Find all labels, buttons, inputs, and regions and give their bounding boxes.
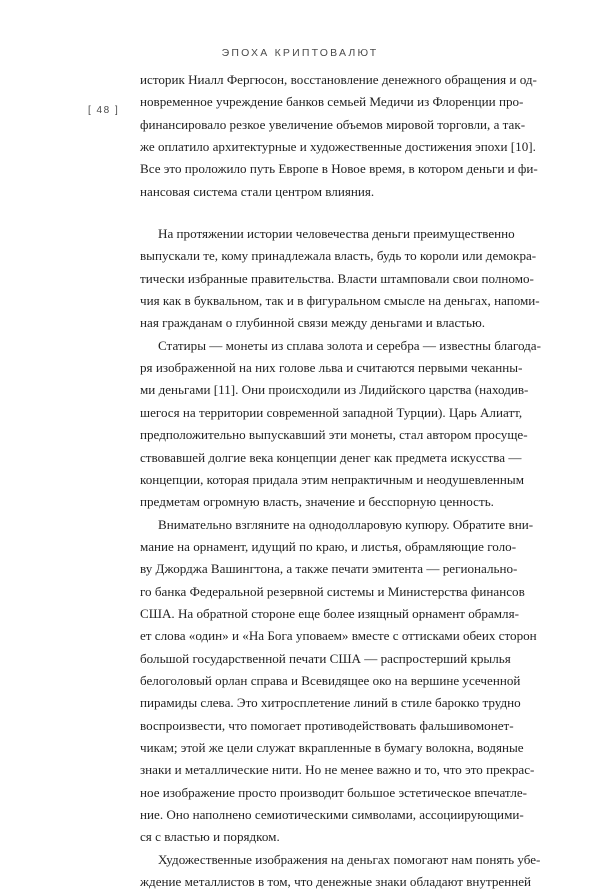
- text-line: ная гражданам о глубинной связи между деньгами и властью.: [140, 315, 486, 331]
- text-line: шегося на территории современной западной Турции). Царь Алиатт,: [140, 404, 523, 420]
- text-line: финансировало резкое увеличение объемов мировой торговли, а так-: [140, 116, 526, 132]
- text-line: ми деньгами [11]. Они происходили из Лидийского царства (находив-: [140, 382, 529, 398]
- text-line: ное изображение просто производит большое эстетическое впечатле-: [140, 784, 528, 800]
- text-line: тически избранные правительства. Власти штамповали свои полномо-: [140, 270, 534, 286]
- text-line: ет слова «один» и «На Бога уповаем» вместе с оттисками обеих сторон: [140, 628, 537, 644]
- text-line: воспроизвести, что помогает противодействовать фальшивомонет-: [140, 717, 514, 733]
- text-line: выпускали те, кому принадлежала власть, будь то короли или демокра-: [140, 248, 537, 264]
- text-line: чикам; этой же цели служат вкрапленные в бумагу волокна, водяные: [140, 739, 524, 755]
- text-line: же оплатило архитектурные и художественные достижения эпохи [10].: [140, 139, 536, 155]
- text-line: концепции, которая придала этим непрактичным и неодушевленным: [140, 471, 525, 487]
- text-line: США. На обратной стороне еще более изящный орнамент обрамля-: [140, 605, 519, 621]
- text-line: пирамиды слева. Это хитросплетение линий в стиле барокко трудно: [140, 695, 521, 711]
- paragraph-4: [140, 514, 537, 849]
- text-line: предметам огромную власть, значение и бесспорную ценность.: [140, 494, 494, 510]
- paragraph-3: [140, 335, 541, 514]
- section-gap: [140, 203, 509, 223]
- text-line: ствовавшей долгие века концепции денег как предмета искусства —: [140, 449, 522, 465]
- paragraph-5: [140, 849, 541, 893]
- text-line: Статиры — монеты из сплава золота и серебра — известны благода-: [158, 337, 541, 353]
- text-line: Внимательно взгляните на однодолларовую купюру. Обратите вни-: [158, 516, 534, 532]
- text-line: историк Ниалл Фергюсон, восстановление денежного обращения и од-: [140, 72, 537, 87]
- text-line: ждение металлистов в том, что денежные знаки обладают внутренней: [140, 874, 532, 890]
- text-line: мание на орнамент, идущий по краю, и листья, обрамляющие голо-: [140, 538, 517, 554]
- page-body: [140, 69, 541, 893]
- text-line: На протяжении истории человечества деньги преимущественно: [158, 226, 515, 242]
- text-line: знаки и металлические нити. Но не менее важно и то, что это прекрас-: [140, 762, 535, 778]
- text-line: предположительно выпускавший эти монеты, стал автором просуще-: [140, 427, 528, 443]
- text-line: Художественные изображения на деньгах помогают нам понять убе-: [158, 851, 541, 867]
- text-line: новременное учреждение банков семьей Медичи из Флоренции про-: [140, 94, 524, 110]
- text-line: нансовая система стали центром влияния.: [140, 183, 375, 199]
- text-line: ние. Оно наполнено семиотическими символами, ассоциирующими-: [140, 807, 524, 822]
- paragraph-2: [140, 223, 540, 335]
- page-number: [ 48 ]: [88, 105, 120, 116]
- paragraph-1: [140, 69, 538, 203]
- text-line: белоголовый орлан справа и Всевидящее око на вершине усеченной: [140, 672, 521, 688]
- text-line: ся с властью и порядком.: [140, 829, 280, 845]
- running-header: ЭПОХА КРИПТОВАЛЮТ: [221, 47, 379, 59]
- text-line: го банка Федеральной резервной системы и Министерства финансов: [140, 583, 525, 599]
- text-line: чия как в буквальном, так и в фигуральном смысле на деньгах, напоми-: [140, 293, 540, 309]
- text-line: ву Джорджа Вашингтона, а также печати эмитента — регионально-: [140, 561, 518, 577]
- text-line: Все это проложило путь Европе в Новое время, в котором деньги и фи-: [140, 161, 538, 177]
- text-line: ря изображенной на них голове льва и считаются первыми чеканны-: [140, 360, 523, 376]
- text-line: большой государственной печати США — распростерший крылья: [140, 650, 511, 666]
